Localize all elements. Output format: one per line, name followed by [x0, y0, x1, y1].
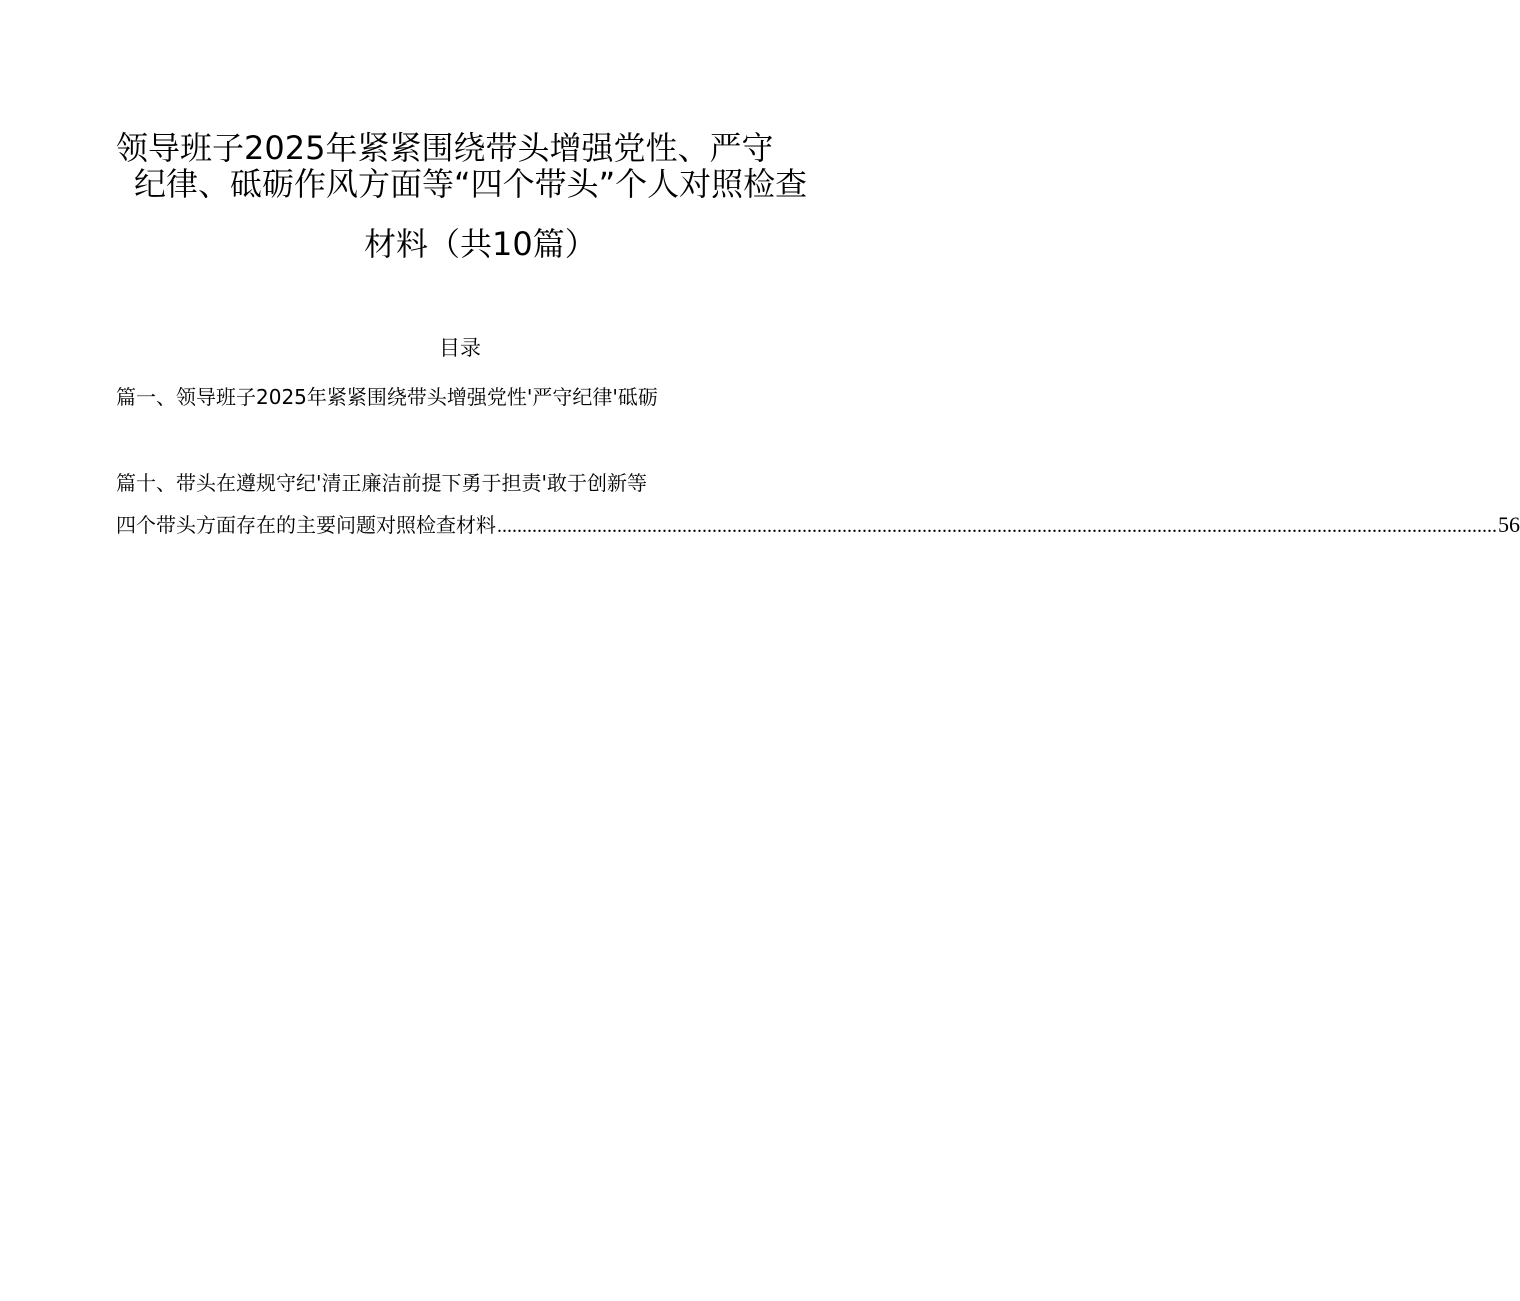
toc-entry-1[interactable] [116, 383, 816, 411]
toc-entry-text: 篇十、带头在遵规守纪'清正廉洁前提下勇于担责'敢于创新等 [116, 471, 647, 495]
title-line-1: 领导班子2025年紧紧围绕带头增强党性、严守 [116, 129, 774, 167]
toc-entry-text: 四个带头方面存在的主要问题对照检查材料 [116, 513, 496, 537]
toc-page-number: 56 [1498, 512, 1520, 537]
toc-dot-leader: ........................................................................................................................................................................................................ [497, 515, 1497, 537]
toc-entry-10[interactable] [116, 469, 1520, 539]
title-line-2: 纪律、砥砺作风方面等“四个带头”个人对照检查 [134, 165, 808, 203]
toc-entry-last-line [116, 511, 1520, 539]
toc-entry-text: 篇一、领导班子2025年紧紧围绕带头增强党性'严守纪律'砥砺 [116, 385, 658, 409]
toc-heading: 目录 [439, 336, 481, 360]
title-line-3: 材料（共10篇） [364, 225, 597, 263]
